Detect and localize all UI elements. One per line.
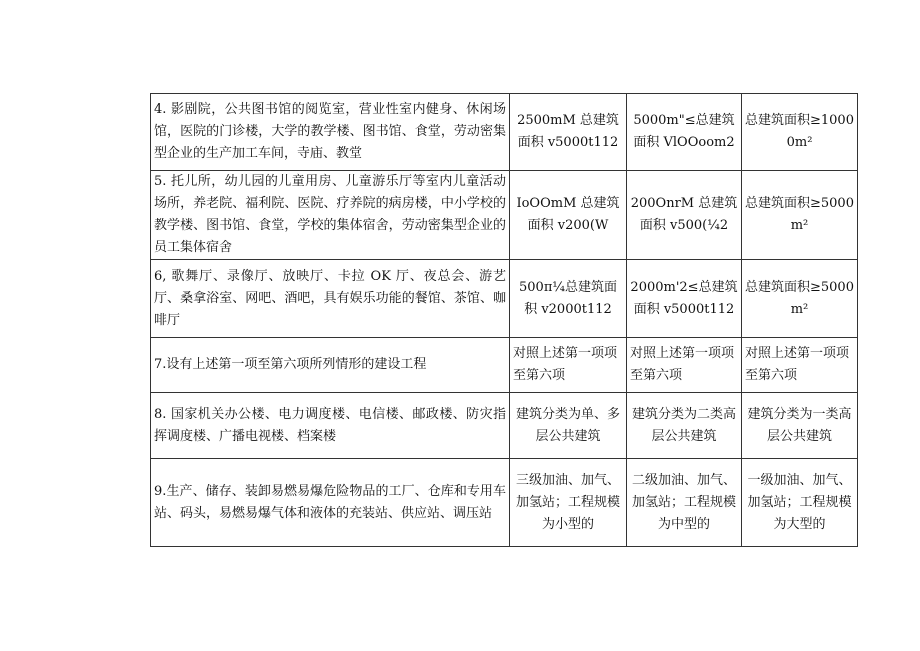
large-scale-criteria: 建筑分类为一类高层公共建筑 [742, 393, 858, 459]
medium-scale-criteria: 2000m'2≤总建筑面积 v5000t112 [627, 260, 742, 338]
table-row [151, 94, 858, 171]
row-description: 7.设有上述第一项至第六项所列情形的建设工程 [151, 338, 510, 393]
small-scale-criteria: 建筑分类为单、多层公共建筑 [510, 393, 627, 459]
medium-scale-criteria: 建筑分类为二类高层公共建筑 [627, 393, 742, 459]
small-scale-criteria: 对照上述第一项项至第六项 [510, 338, 627, 393]
large-scale-criteria: 总建筑面积≥10000m² [742, 94, 858, 171]
table-row [151, 393, 858, 459]
medium-scale-criteria: 对照上述第一项项至第六项 [627, 338, 742, 393]
small-scale-criteria: IoOOmM 总建筑面积 v200(W [510, 171, 627, 260]
row-description: 4. 影剧院，公共图书馆的阅览室，营业性室内健身、休闲场馆，医院的门诊楼，大学的教学楼、图书馆、食堂，劳动密集型企业的生产加工车间，寺庙、教堂 [151, 94, 510, 171]
row-description: 8. 国家机关办公楼、电力调度楼、电信楼、邮政楼、防灾指挥调度楼、广播电视楼、档案楼 [151, 393, 510, 459]
small-scale-criteria: 500π¼总建筑面积 v2000t112 [510, 260, 627, 338]
medium-scale-criteria: 200OnrM 总建筑面积 v500(¼2 [627, 171, 742, 260]
large-scale-criteria: 一级加油、加气、加氢站；工程规模为大型的 [742, 459, 858, 547]
row-description: 5. 托儿所，幼儿园的儿童用房、儿童游乐厅等室内儿童活动场所，养老院、福利院、医院、疗养院的病房楼，中小学校的教学楼、图书馆、食堂，学校的集体宿舍，劳动密集型企业的员工集体宿舍 [151, 171, 510, 260]
medium-scale-criteria: 5000m"≤总建筑面积 VlOOoom2 [627, 94, 742, 171]
building-classification-table [150, 93, 858, 547]
small-scale-criteria: 三级加油、加气、加氢站；工程规模为小型的 [510, 459, 627, 547]
large-scale-criteria: 对照上述第一项项至第六项 [742, 338, 858, 393]
table-row [151, 338, 858, 393]
row-description: 6, 歌舞厅、录像厅、放映厅、卡拉 OK 厅、夜总会、游艺厅、桑拿浴室、网吧、酒吧，具有娱乐功能的餐馆、茶馆、咖啡厅 [151, 260, 510, 338]
table-row [151, 260, 858, 338]
small-scale-criteria: 2500mM 总建筑面积 v5000t112 [510, 94, 627, 171]
row-description: 9.生产、储存、装卸易燃易爆危险物品的工厂、仓库和专用车站、码头，易燃易爆气体和液体的充装站、供应站、调压站 [151, 459, 510, 547]
table-row [151, 459, 858, 547]
medium-scale-criteria: 二级加油、加气、加氢站；工程规模为中型的 [627, 459, 742, 547]
large-scale-criteria: 总建筑面积≥5000m² [742, 171, 858, 260]
large-scale-criteria: 总建筑面积≥5000m² [742, 260, 858, 338]
table-row [151, 171, 858, 260]
